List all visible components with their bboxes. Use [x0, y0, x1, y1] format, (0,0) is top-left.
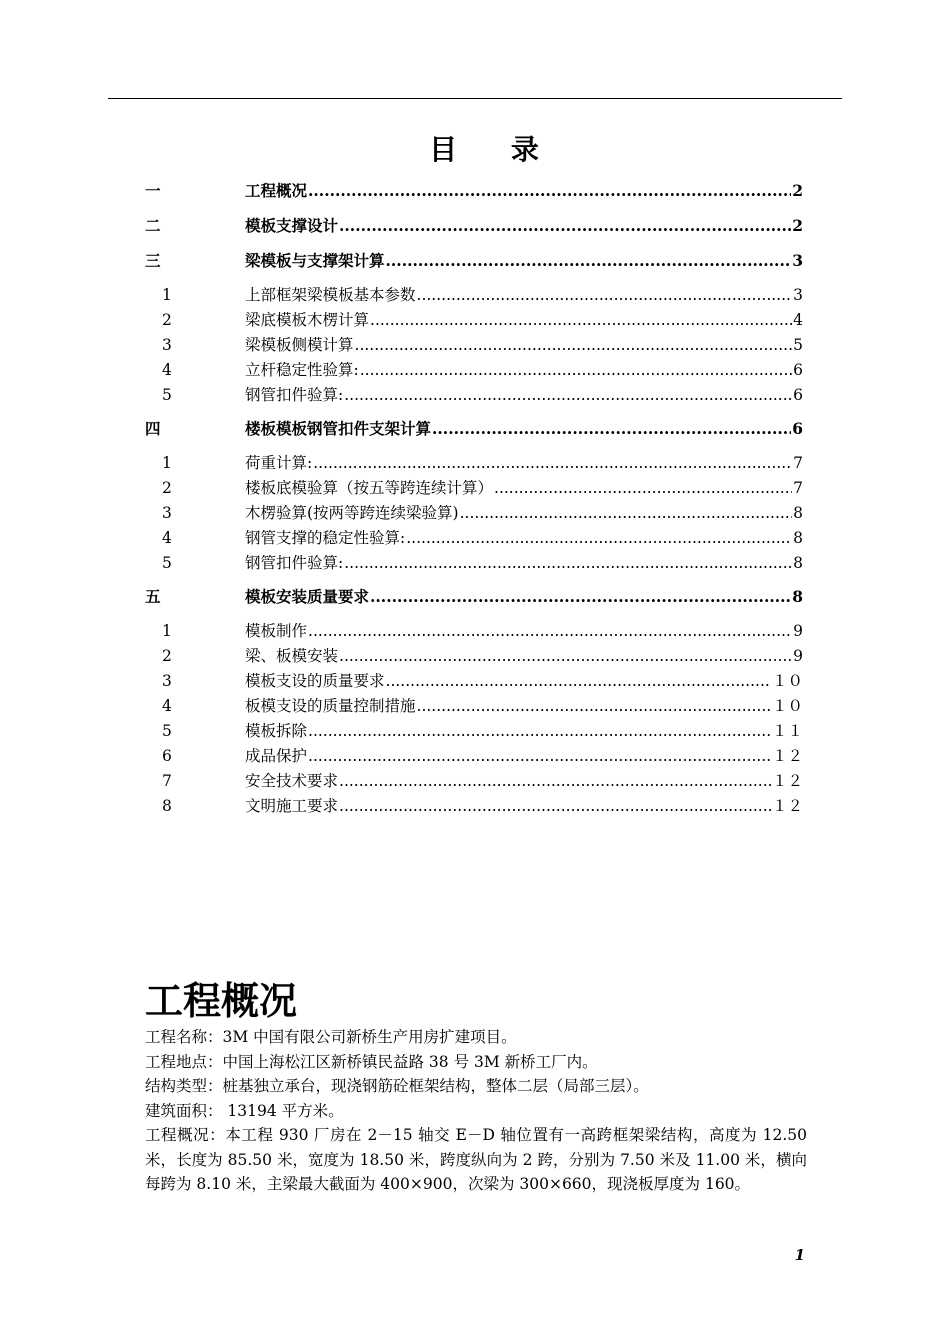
- toc-entry-number: 四: [145, 419, 161, 438]
- toc-entry-title: 板模支设的质量控制措施: [245, 697, 416, 715]
- toc-entry-title: 梁模板与支撑架计算: [245, 251, 385, 270]
- toc-entry-page: 8: [792, 587, 803, 606]
- toc-entry[interactable]: [145, 526, 803, 551]
- toc-entry-page: 4: [793, 311, 803, 329]
- toc-entry-page: 9: [793, 622, 803, 640]
- toc-entry[interactable]: [145, 358, 803, 383]
- toc-entry[interactable]: [145, 214, 803, 239]
- toc-entry-page: １２: [771, 747, 803, 765]
- toc-entry-title: 成品保护: [245, 747, 308, 765]
- toc-dot-leader: [344, 554, 792, 572]
- toc-dot-leader: [344, 386, 792, 404]
- toc-entry-title: 楼板底模验算（按五等跨连续计算）: [245, 479, 494, 497]
- toc-entry[interactable]: [145, 476, 803, 501]
- toc-entry[interactable]: [145, 551, 803, 576]
- toc-dot-leader: [417, 697, 771, 715]
- toc-entry-page: 8: [793, 554, 803, 572]
- toc-entry-title: 模板制作: [245, 622, 308, 640]
- toc-entry-title: 安全技术要求: [245, 772, 339, 790]
- toc-entry[interactable]: [145, 308, 803, 333]
- toc-entry-page: 8: [793, 504, 803, 522]
- toc-dot-leader: [308, 622, 792, 640]
- toc-dot-leader: [308, 722, 771, 740]
- toc-entry[interactable]: [145, 283, 803, 308]
- toc-entry-page: 6: [793, 361, 803, 379]
- toc-entry-number: 1: [162, 286, 172, 304]
- toc-entry[interactable]: [145, 694, 803, 719]
- toc-entry-number: 一: [145, 181, 161, 200]
- toc-dot-leader: [339, 772, 771, 790]
- toc-entry-number: 3: [162, 504, 172, 522]
- toc-entry-title: 梁底模板木楞计算: [245, 311, 370, 329]
- toc-dot-leader: [339, 797, 771, 815]
- toc-entry-page: １２: [771, 797, 803, 815]
- toc-entry-number: 5: [162, 554, 172, 572]
- toc-entry[interactable]: [145, 619, 803, 644]
- toc-dot-leader: [417, 286, 793, 304]
- toc-title: 目 录: [429, 133, 561, 166]
- toc-entry-title: 木楞验算(按两等跨连续梁验算): [245, 504, 459, 522]
- toc-entry-number: 三: [145, 251, 161, 270]
- toc-entry-title: 钢管支撑的稳定性验算:: [245, 529, 406, 547]
- toc-entry[interactable]: [145, 179, 803, 204]
- toc-entry-page: 6: [792, 419, 803, 438]
- toc-entry-title: 模板拆除: [245, 722, 308, 740]
- toc-entry[interactable]: [145, 585, 803, 610]
- table-of-contents: [145, 179, 803, 819]
- toc-entry-page: 8: [793, 529, 803, 547]
- toc-entry-number: 4: [162, 697, 172, 715]
- toc-dot-leader: [339, 216, 791, 235]
- toc-entry[interactable]: [145, 769, 803, 794]
- toc-dot-leader: [406, 529, 792, 547]
- toc-dot-leader: [370, 311, 792, 329]
- toc-entry-page: 9: [793, 647, 803, 665]
- toc-entry-title: 钢管扣件验算:: [245, 386, 344, 404]
- toc-dot-leader: [432, 419, 791, 438]
- toc-entry-page: １２: [771, 772, 803, 790]
- toc-entry[interactable]: [145, 249, 803, 274]
- toc-entry-number: 8: [162, 797, 172, 815]
- section-body: [145, 1025, 807, 1197]
- toc-entry-title: 模板支撑设计: [245, 216, 339, 235]
- toc-entry-number: 4: [162, 361, 172, 379]
- toc-entry[interactable]: [145, 501, 803, 526]
- toc-entry-number: 1: [162, 454, 172, 472]
- header-rule: [108, 98, 842, 99]
- toc-entry-page: 2: [792, 216, 803, 235]
- toc-entry-number: 1: [162, 622, 172, 640]
- page-number: 1: [794, 1246, 805, 1264]
- toc-entry-page: 3: [793, 286, 803, 304]
- toc-dot-leader: [386, 672, 771, 690]
- toc-entry-page: 7: [793, 479, 803, 497]
- toc-entry[interactable]: [145, 333, 803, 358]
- toc-entry-number: 7: [162, 772, 172, 790]
- toc-entry-number: 2: [162, 479, 172, 497]
- toc-entry[interactable]: [145, 794, 803, 819]
- toc-entry-title: 梁、板模安装: [245, 647, 339, 665]
- toc-entry-page: 7: [793, 454, 803, 472]
- toc-entry-title: 模板支设的质量要求: [245, 672, 385, 690]
- toc-entry-page: 6: [793, 386, 803, 404]
- toc-entry-number: 二: [145, 216, 161, 235]
- section-heading: 工程概况: [145, 979, 298, 1023]
- toc-dot-leader: [339, 647, 792, 665]
- toc-entry-title: 模板安装质量要求: [245, 587, 370, 606]
- toc-entry[interactable]: [145, 644, 803, 669]
- toc-entry-page: 3: [792, 251, 803, 270]
- toc-dot-leader: [460, 504, 793, 522]
- toc-entry[interactable]: [145, 451, 803, 476]
- toc-dot-leader: [313, 454, 792, 472]
- toc-entry[interactable]: [145, 669, 803, 694]
- body-paragraph: 工程地点：中国上海松江区新桥镇民益路 38 号 3M 新桥工厂内。: [145, 1052, 598, 1071]
- toc-entry[interactable]: [145, 417, 803, 442]
- toc-entry-page: １０: [771, 697, 803, 715]
- toc-entry-number: 2: [162, 647, 172, 665]
- body-paragraph: 工程名称：3M 中国有限公司新桥生产用房扩建项目。: [145, 1028, 517, 1046]
- toc-dot-leader: [370, 587, 791, 606]
- toc-dot-leader: [355, 336, 793, 354]
- toc-entry[interactable]: [145, 744, 803, 769]
- toc-entry-page: １０: [771, 672, 803, 690]
- toc-entry-number: 五: [145, 587, 161, 606]
- toc-entry-number: 6: [162, 747, 172, 765]
- toc-entry-title: 文明施工要求: [245, 797, 339, 815]
- toc-entry-number: 2: [162, 311, 172, 329]
- toc-entry-number: 5: [162, 386, 172, 404]
- toc-entry-number: 3: [162, 336, 172, 354]
- toc-entry-number: 5: [162, 722, 172, 740]
- toc-entry-title: 荷重计算:: [245, 454, 313, 472]
- toc-entry[interactable]: [145, 383, 803, 408]
- toc-entry-page: 5: [793, 336, 803, 354]
- body-paragraph: 工程概况：本工程 930 厂房在 2－15 轴交 E－D 轴位置有一高跨框架梁结构，高度为 12.50 米，长度为 85.50 米，宽度为 18.50 米，跨度纵向为 2 跨，分别为 7.50 米及 11.00 米，横向每跨为 8.10 米，主梁最大截面为 400×900，次梁为 300×660，现浇板厚度为 160。: [145, 1126, 807, 1193]
- toc-entry-number: 3: [162, 672, 172, 690]
- toc-entry-page: 2: [792, 181, 803, 200]
- body-paragraph: 建筑面积： 13194 平方米。: [145, 1101, 344, 1120]
- toc-entry-title: 上部框架梁模板基本参数: [245, 286, 416, 304]
- toc-entry-page: １１: [771, 722, 803, 740]
- toc-entry-title: 工程概况: [245, 181, 308, 200]
- toc-entry-title: 钢管扣件验算:: [245, 554, 344, 572]
- toc-entry[interactable]: [145, 719, 803, 744]
- toc-entry-number: 4: [162, 529, 172, 547]
- toc-dot-leader: [308, 747, 771, 765]
- body-paragraph: 结构类型：桩基独立承台，现浇钢筋砼框架结构，整体二层（局部三层）。: [145, 1077, 649, 1095]
- toc-dot-leader: [494, 479, 792, 497]
- toc-entry-title: 立杆稳定性验算:: [245, 361, 359, 379]
- toc-entry-title: 梁模板侧模计算: [245, 336, 354, 354]
- toc-dot-leader: [360, 361, 792, 379]
- toc-entry-title: 楼板模板钢管扣件支架计算: [245, 419, 432, 438]
- toc-dot-leader: [386, 251, 792, 270]
- toc-dot-leader: [308, 181, 791, 200]
